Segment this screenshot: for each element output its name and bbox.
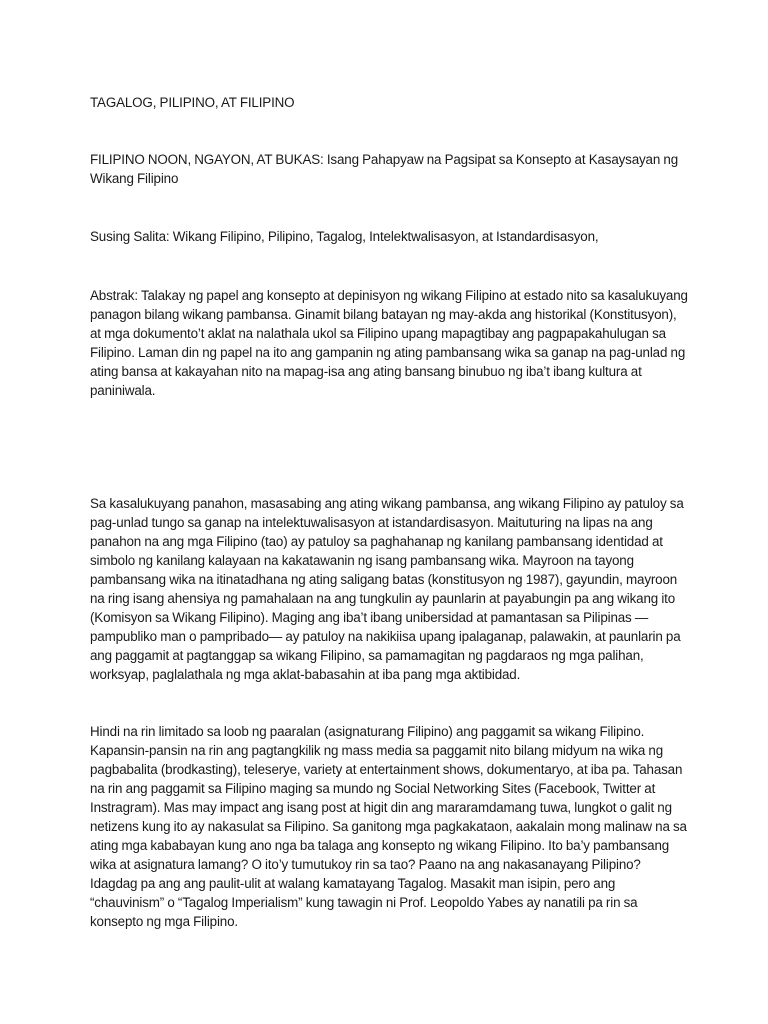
abstract-paragraph: Abstrak: Talakay ng papel ang konsepto at depinisyon ng wikang Filipino at estado nito sa kasalukuyang panagon bilang wikang pambansa. Ginamit bilang batayan ng may-akda ang historikal (Konstitusyon), at mga dokumento’t aklat na nalathala ukol sa Filipino upang mapagtibay ang pagpapakahulugan sa Filipino. Laman din ng papel na ito ang gampanin ng ating pambansang wika sa ganap na pag-unlad ng ating bansa at kakayahan nito na mapag-isa ang ating bansang binubuo ng iba’t ibang kultura at paniniwala. (90, 288, 688, 398)
document-title: TAGALOG, PILIPINO, AT FILIPINO (90, 95, 295, 110)
body-paragraph: Hindi na rin limitado sa loob ng paaralan (asignaturang Filipino) ang paggamit sa wikang Filipino. Kapansin-pansin na rin ang pagtangkilik ng mass media sa paggamit nito bilang midyum na wika ng pagbabalita (brodkasting), teleserye, variety at entertainment shows, dokumentaryo, at iba pa. Tahasan na rin ang paggamit sa Filipino maging sa mundo ng Social Networking Sites (Facebook, Twitter at Instragram). Mas may impact ang isang post at higit din ang mararamdamang tuwa, lungkot o galit ng netizens kung ito ay nakasulat sa Filipino. Sa ganitong mga pagkakataon, aakalain mong malinaw na sa ating mga kababayan kung ano nga ba talaga ang konsepto ng wikang Filipino. Ito ba’y pambansang wika at asignatura lamang? O ito’y tumutukoy rin sa tao? Paano na ang nakasanayang Pilipino? Idagdag pa ang ang paulit-ulit at walang kamatayang Tagalog. Masakit man isipin, pero ang “chauvinism” o “Tagalog Imperialism” kung tawagin ni Prof. Leopoldo Yabes ay nanatili pa rin sa konsepto ng mga Filipino. (90, 724, 687, 929)
body-paragraph: Sa kasalukuyang panahon, masasabing ang ating wikang pambansa, ang wikang Filipino ay patuloy sa pag-unlad tungo sa ganap na intelektuwalisasyon at istandardisasyon. Maituturing na lipas na ang panahon na ang mga Filipino (tao) ay patuloy sa paghahanap ng kanilang pambansang identidad at simbolo ng kanilang kalayaan na kakatawanin ng isang pambansang wika. Mayroon na tayong pambansang wika na itinatadhana ng ating saligang batas (konstitusyon ng 1987), gayundin, mayroon na ring isang ahensiya ng pamahalaan na ang tungkulin ay paunlarin at payabungin pa ang wikang ito (Komisyon sa Wikang Filipino). Maging ang iba’t ibang unibersidad at pamantasan sa Pilipinas — pampubliko man o pampribado— ay patuloy na nakikiisa upang ipalaganap, palawakin, at paunlarin pa ang paggamit at pagtanggap sa wikang Filipino, sa pamamagitan ng pagdaraos ng mga palihan, worksyap, paglalathala ng mga aklat-babasahin at iba pang mga aktibidad. (90, 496, 684, 682)
document-subtitle: FILIPINO NOON, NGAYON, AT BUKAS: Isang Pahapyaw na Pagsipat sa Konsepto at Kasaysayan ng Wikang Filipino (90, 152, 679, 186)
keywords-line: Susing Salita: Wikang Filipino, Pilipino, Tagalog, Intelektwalisasyon, at Istandardisasyon, (90, 229, 599, 244)
